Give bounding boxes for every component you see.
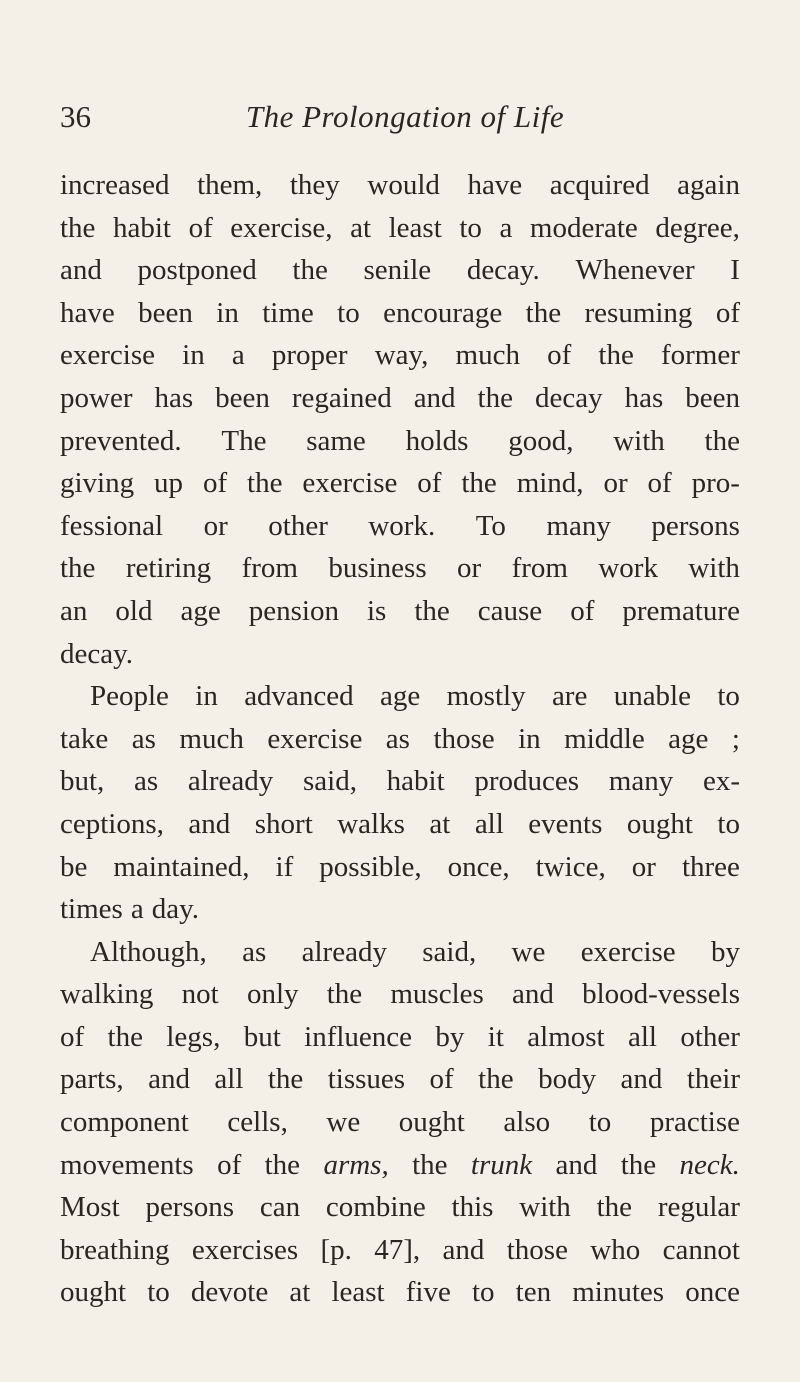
word: the [414, 594, 450, 627]
word: moderate [529, 211, 638, 244]
word: unable [613, 680, 691, 713]
word: time [262, 296, 314, 329]
word: as [134, 765, 159, 798]
word: only [246, 978, 299, 1011]
word: the [267, 1063, 304, 1096]
word: been [685, 381, 740, 414]
word: five [405, 1276, 451, 1309]
word: cannot [662, 1233, 740, 1266]
text-line [60, 590, 740, 633]
word: retiring [125, 552, 212, 585]
word: can [259, 1191, 301, 1224]
word: arms, [323, 1148, 389, 1181]
word: combine [325, 1191, 426, 1224]
text-line [60, 846, 740, 889]
word: an [60, 594, 88, 627]
word: the [60, 211, 96, 244]
text-line [60, 973, 740, 1016]
text-line [60, 633, 740, 676]
word: pro- [691, 467, 740, 500]
word: in [216, 296, 239, 329]
word: ceptions, [60, 807, 164, 840]
word: The [221, 424, 267, 457]
word: walking [60, 978, 154, 1011]
word: with [519, 1191, 571, 1224]
word: the [412, 1148, 448, 1181]
word: possible, [319, 850, 422, 883]
word: but, [60, 765, 105, 798]
text-line [60, 547, 740, 590]
word: proper [271, 339, 348, 372]
word: tissues [327, 1063, 406, 1096]
word: of [429, 1063, 454, 1096]
word: and [442, 1233, 485, 1266]
word: already [301, 935, 387, 968]
word: of [715, 296, 740, 329]
word: decay. [60, 637, 133, 670]
word: to [459, 211, 482, 244]
word: at [289, 1276, 311, 1309]
word: habit [113, 211, 171, 244]
body-text [60, 164, 740, 1314]
word: persons [145, 1191, 235, 1224]
word: or [203, 509, 228, 542]
word: acquired [549, 169, 650, 201]
word: holds [405, 424, 469, 457]
word: a [130, 893, 144, 926]
word: by [435, 1020, 465, 1053]
word: exercise [302, 467, 398, 500]
word: said, [302, 765, 357, 798]
text-line [60, 249, 740, 292]
word: good, [508, 424, 574, 457]
text-line [60, 760, 740, 803]
word: encourage [383, 296, 503, 329]
word: many [546, 509, 611, 542]
word: again [677, 169, 740, 201]
text-line [60, 1101, 740, 1144]
word: are [551, 680, 588, 713]
word: as [385, 722, 410, 755]
word: of [188, 211, 213, 244]
word: of [217, 1148, 242, 1181]
word: all [474, 807, 504, 840]
word: take [60, 722, 109, 755]
word: I [730, 254, 740, 287]
word: resuming [584, 296, 693, 329]
word: increased [60, 169, 170, 201]
word: to [337, 296, 360, 329]
word: in [182, 339, 205, 372]
word: work [598, 552, 658, 585]
word: a [231, 339, 245, 372]
word: already [187, 765, 274, 798]
word: at [350, 211, 372, 244]
word: the [461, 467, 497, 500]
word: regained [291, 381, 392, 414]
word: decay [534, 381, 603, 414]
word: the [478, 1063, 514, 1096]
word: a [499, 211, 513, 244]
word: body [538, 1063, 597, 1096]
word: events [528, 807, 603, 840]
word: day. [151, 893, 199, 926]
word: ought [60, 1276, 127, 1309]
word: influence [304, 1020, 413, 1053]
word: by [711, 935, 740, 968]
word: and [60, 254, 102, 287]
word: and [512, 978, 554, 1011]
word: minutes [572, 1276, 665, 1309]
word: exercise [60, 339, 155, 372]
word: or [603, 467, 628, 500]
word: ten [515, 1276, 552, 1309]
word: it [487, 1020, 504, 1053]
word: component [60, 1106, 189, 1139]
word: habit [386, 765, 445, 798]
word: the [525, 296, 562, 329]
word: would [367, 169, 440, 201]
word: all [628, 1020, 657, 1053]
word: the [292, 254, 328, 287]
word: degree, [655, 211, 740, 244]
word: old [115, 594, 153, 627]
word: the [264, 1148, 301, 1181]
word: devote [190, 1276, 269, 1309]
word: to [588, 1106, 612, 1139]
word: trunk [470, 1148, 533, 1181]
word: senile [363, 254, 432, 287]
word: neck. [679, 1148, 740, 1181]
word: decay. [466, 254, 540, 287]
word: has [624, 381, 664, 414]
word: ought [398, 1106, 465, 1139]
word: we [511, 935, 546, 968]
text-line [60, 675, 740, 718]
word: persons [651, 509, 740, 542]
word: but [243, 1020, 281, 1053]
text-line [60, 164, 740, 207]
word: short [254, 807, 313, 840]
word: the [477, 381, 513, 414]
word: walks [337, 807, 405, 840]
word: least [331, 1276, 385, 1309]
word: produces [474, 765, 580, 798]
text-line [60, 207, 740, 250]
word: those [506, 1233, 568, 1266]
word: we [326, 1106, 361, 1139]
word: the [247, 467, 283, 500]
word: least [388, 211, 442, 244]
word: said, [422, 935, 477, 968]
text-line [60, 1058, 740, 1101]
text-line [60, 1229, 740, 1272]
word: breathing [60, 1233, 170, 1266]
text-line [60, 931, 740, 974]
word: or [457, 552, 482, 585]
word: advanced [244, 680, 354, 713]
word: giving [60, 467, 135, 500]
word: many [608, 765, 674, 798]
word: they [289, 169, 340, 201]
word: who [590, 1233, 641, 1266]
word: three [681, 850, 740, 883]
word: mind, [516, 467, 584, 500]
word: once, [447, 850, 510, 883]
word: all [214, 1063, 244, 1096]
text-line [60, 1144, 740, 1187]
word: and [148, 1063, 190, 1096]
word: to [717, 807, 740, 840]
text-line [60, 334, 740, 377]
text-line [60, 462, 740, 505]
text-line [60, 292, 740, 335]
word: the [596, 1191, 633, 1224]
word: blood-vessels [582, 978, 740, 1011]
word: cells, [227, 1106, 288, 1139]
word: business [328, 552, 427, 585]
word: the [598, 339, 634, 372]
running-head [60, 92, 750, 142]
word: To [475, 509, 506, 542]
word: up [154, 467, 184, 500]
word: been [215, 381, 270, 414]
text-line [60, 505, 740, 548]
text-line [60, 888, 740, 931]
word: to [471, 1276, 495, 1309]
word: be [60, 850, 88, 883]
word: as [131, 722, 156, 755]
running-title: The Prolongation of Life [245, 99, 565, 134]
word: have [60, 296, 115, 329]
word: work. [368, 509, 436, 542]
word: as [242, 935, 267, 968]
word: in [518, 722, 541, 755]
word: pension [248, 594, 339, 627]
word: the [326, 978, 363, 1011]
word: have [467, 169, 523, 201]
word: the [620, 1148, 657, 1181]
word: maintained, [113, 850, 250, 883]
word: People [90, 680, 169, 713]
word: and [620, 1063, 663, 1096]
word: if [275, 850, 294, 883]
word: legs, [166, 1020, 221, 1053]
word: their [686, 1063, 740, 1096]
word: power [60, 381, 133, 414]
word: and [555, 1148, 598, 1181]
word: fessional [60, 509, 164, 542]
word: age [668, 722, 709, 755]
word: and [413, 381, 456, 414]
word: practise [649, 1106, 740, 1139]
word: middle [564, 722, 645, 755]
word: this [451, 1191, 494, 1224]
word: with [688, 552, 740, 585]
word: of [647, 467, 672, 500]
word: with [613, 424, 665, 457]
word: prevented. [60, 424, 182, 457]
word: not [181, 978, 219, 1011]
text-line [60, 1271, 740, 1314]
word: mostly [446, 680, 526, 713]
word: Although, [90, 935, 207, 968]
word: been [138, 296, 193, 329]
word: Whenever [575, 254, 695, 287]
word: exercise [267, 722, 363, 755]
word: and [188, 807, 231, 840]
word: of [547, 339, 572, 372]
word: exercise [580, 935, 676, 968]
word: Most [60, 1191, 120, 1224]
word: the [60, 552, 96, 585]
word: ; [731, 722, 740, 755]
word: age [380, 680, 421, 713]
word: of [60, 1020, 85, 1053]
word: cause [477, 594, 543, 627]
word: those [433, 722, 495, 755]
word: parts, [60, 1063, 124, 1096]
word: once [685, 1276, 740, 1309]
word: from [241, 552, 298, 585]
word: of [570, 594, 595, 627]
word: times [60, 893, 123, 926]
text-line [60, 803, 740, 846]
word: former [660, 339, 740, 372]
text-line [60, 1016, 740, 1059]
word: them, [197, 169, 263, 201]
word: to [147, 1276, 170, 1309]
word: to [717, 680, 740, 713]
word: ex- [702, 765, 740, 798]
word: regular [657, 1191, 740, 1224]
word: from [511, 552, 568, 585]
word: movements [60, 1148, 194, 1181]
word: way, [374, 339, 429, 372]
word: in [195, 680, 218, 713]
word: ought [626, 807, 693, 840]
text-line [60, 1186, 740, 1229]
word: same [306, 424, 366, 457]
word: exercises [191, 1233, 299, 1266]
word: almost [527, 1020, 605, 1053]
word: age [180, 594, 221, 627]
word: twice, [535, 850, 606, 883]
word: also [503, 1106, 551, 1139]
word: much [179, 722, 244, 755]
word: has [154, 381, 194, 414]
word: of [417, 467, 442, 500]
word: other [680, 1020, 740, 1053]
word: muscles [390, 978, 484, 1011]
word: the [704, 424, 740, 457]
word: premature [622, 594, 740, 627]
word: or [631, 850, 656, 883]
word: 47], [374, 1233, 421, 1266]
word: is [366, 594, 387, 627]
text-line [60, 377, 740, 420]
word: of [202, 467, 228, 500]
word: the [107, 1020, 143, 1053]
page-number: 36 [60, 99, 91, 134]
word: much [455, 339, 520, 372]
word: postponed [137, 254, 257, 287]
text-line [60, 718, 740, 761]
word: exercise, [230, 211, 333, 244]
word: other [268, 509, 328, 542]
word: [p. [320, 1233, 352, 1266]
text-line [60, 420, 740, 463]
word: at [429, 807, 451, 840]
